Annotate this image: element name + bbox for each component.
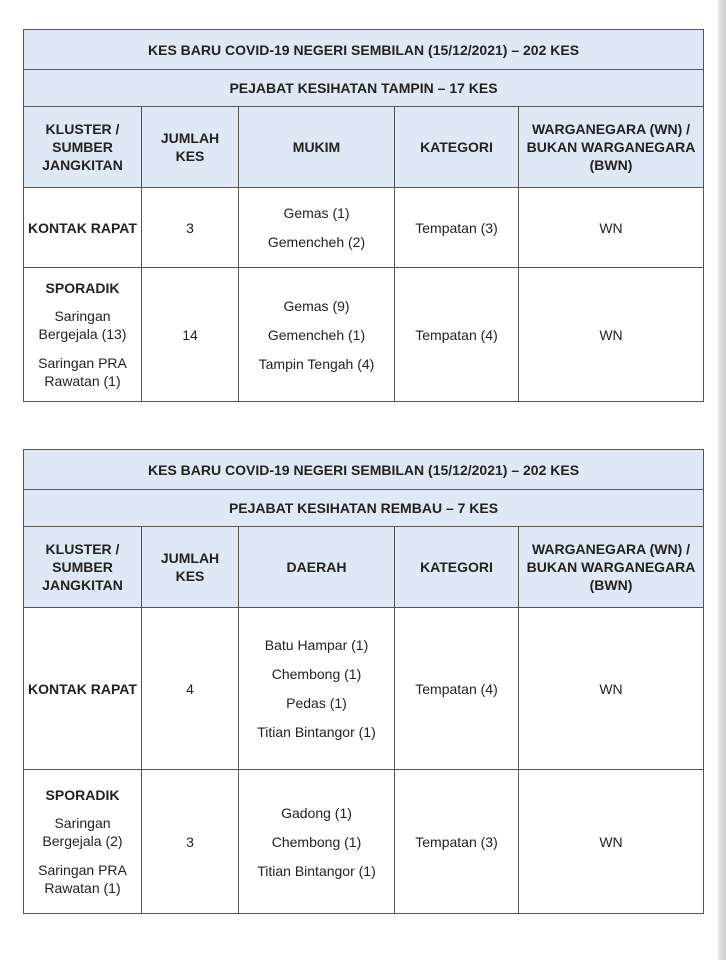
daerah-item: Pedas (1) (286, 695, 347, 711)
kluster-cell: KONTAK RAPAT (24, 608, 142, 770)
daerah-item: Titian Bintangor (1) (257, 724, 376, 740)
warganegara-cell: WN (519, 770, 704, 914)
jumlah-cell: 3 (142, 188, 239, 268)
kluster-sub: Saringan PRA Rawatan (1) (38, 862, 127, 896)
kluster-sub: Saringan Bergejala (13) (38, 308, 127, 342)
kluster-label: SPORADIK (45, 280, 120, 296)
daerah-item: Chembong (1) (271, 833, 362, 850)
table-title: KES BARU COVID-19 NEGERI SEMBILAN (15/12/2021) – 202 KES (24, 30, 704, 70)
mukim-item: Gemencheh (1) (267, 326, 366, 343)
table-row (24, 268, 704, 402)
kluster-sub: Saringan PRA Rawatan (1) (38, 355, 127, 389)
warganegara-cell: WN (519, 268, 704, 402)
mukim-cell (239, 268, 395, 402)
warganegara-cell: WN (519, 608, 704, 770)
table-row (24, 188, 704, 268)
page-edge-shadow (718, 0, 726, 960)
kluster-label: SPORADIK (45, 787, 120, 803)
table-row (24, 608, 704, 770)
table-title: KES BARU COVID-19 NEGERI SEMBILAN (15/12/2021) – 202 KES (24, 450, 704, 490)
kluster-sub: Saringan Bergejala (2) (42, 815, 123, 849)
daerah-item: Titian Bintangor (1) (257, 862, 376, 879)
kluster-cell (24, 770, 142, 914)
table-row (24, 770, 704, 914)
header-kategori: KATEGORI (395, 107, 519, 188)
header-kluster: KLUSTER / SUMBER JANGKITAN (24, 107, 142, 188)
jumlah-cell: 3 (142, 770, 239, 914)
header-jumlah: JUMLAH KES (142, 527, 239, 608)
header-warganegara: WARGANEGARA (WN) / BUKAN WARGANEGARA (BWN) (519, 107, 704, 188)
kategori-cell: Tempatan (4) (395, 608, 519, 770)
header-mukim: MUKIM (239, 107, 395, 188)
warganegara-cell: WN (519, 188, 704, 268)
header-kluster: KLUSTER / SUMBER JANGKITAN (24, 527, 142, 608)
mukim-cell (239, 188, 395, 268)
header-jumlah: JUMLAH KES (142, 107, 239, 188)
tampin-cases-table (23, 29, 704, 402)
kategori-cell: Tempatan (4) (395, 268, 519, 402)
jumlah-cell: 14 (142, 268, 239, 402)
kategori-cell: Tempatan (3) (395, 770, 519, 914)
header-kategori: KATEGORI (395, 527, 519, 608)
mukim-item: Gemas (9) (283, 297, 350, 314)
table-subtitle: PEJABAT KESIHATAN REMBAU – 7 KES (24, 490, 704, 527)
mukim-item: Gemencheh (2) (267, 234, 366, 250)
header-daerah: DAERAH (239, 527, 395, 608)
mukim-item: Gemas (1) (283, 205, 350, 221)
kluster-cell: KONTAK RAPAT (24, 188, 142, 268)
daerah-item: Gadong (1) (281, 804, 352, 821)
jumlah-cell: 4 (142, 608, 239, 770)
kategori-cell: Tempatan (3) (395, 188, 519, 268)
daerah-item: Batu Hampar (1) (264, 637, 369, 653)
daerah-cell (239, 770, 395, 914)
mukim-item: Tampin Tengah (4) (258, 355, 375, 372)
table-subtitle: PEJABAT KESIHATAN TAMPIN – 17 KES (24, 70, 704, 107)
daerah-item: Chembong (1) (271, 666, 362, 682)
rembau-cases-table (23, 449, 704, 914)
daerah-cell (239, 608, 395, 770)
header-warganegara: WARGANEGARA (WN) / BUKAN WARGANEGARA (BWN) (519, 527, 704, 608)
kluster-cell (24, 268, 142, 402)
